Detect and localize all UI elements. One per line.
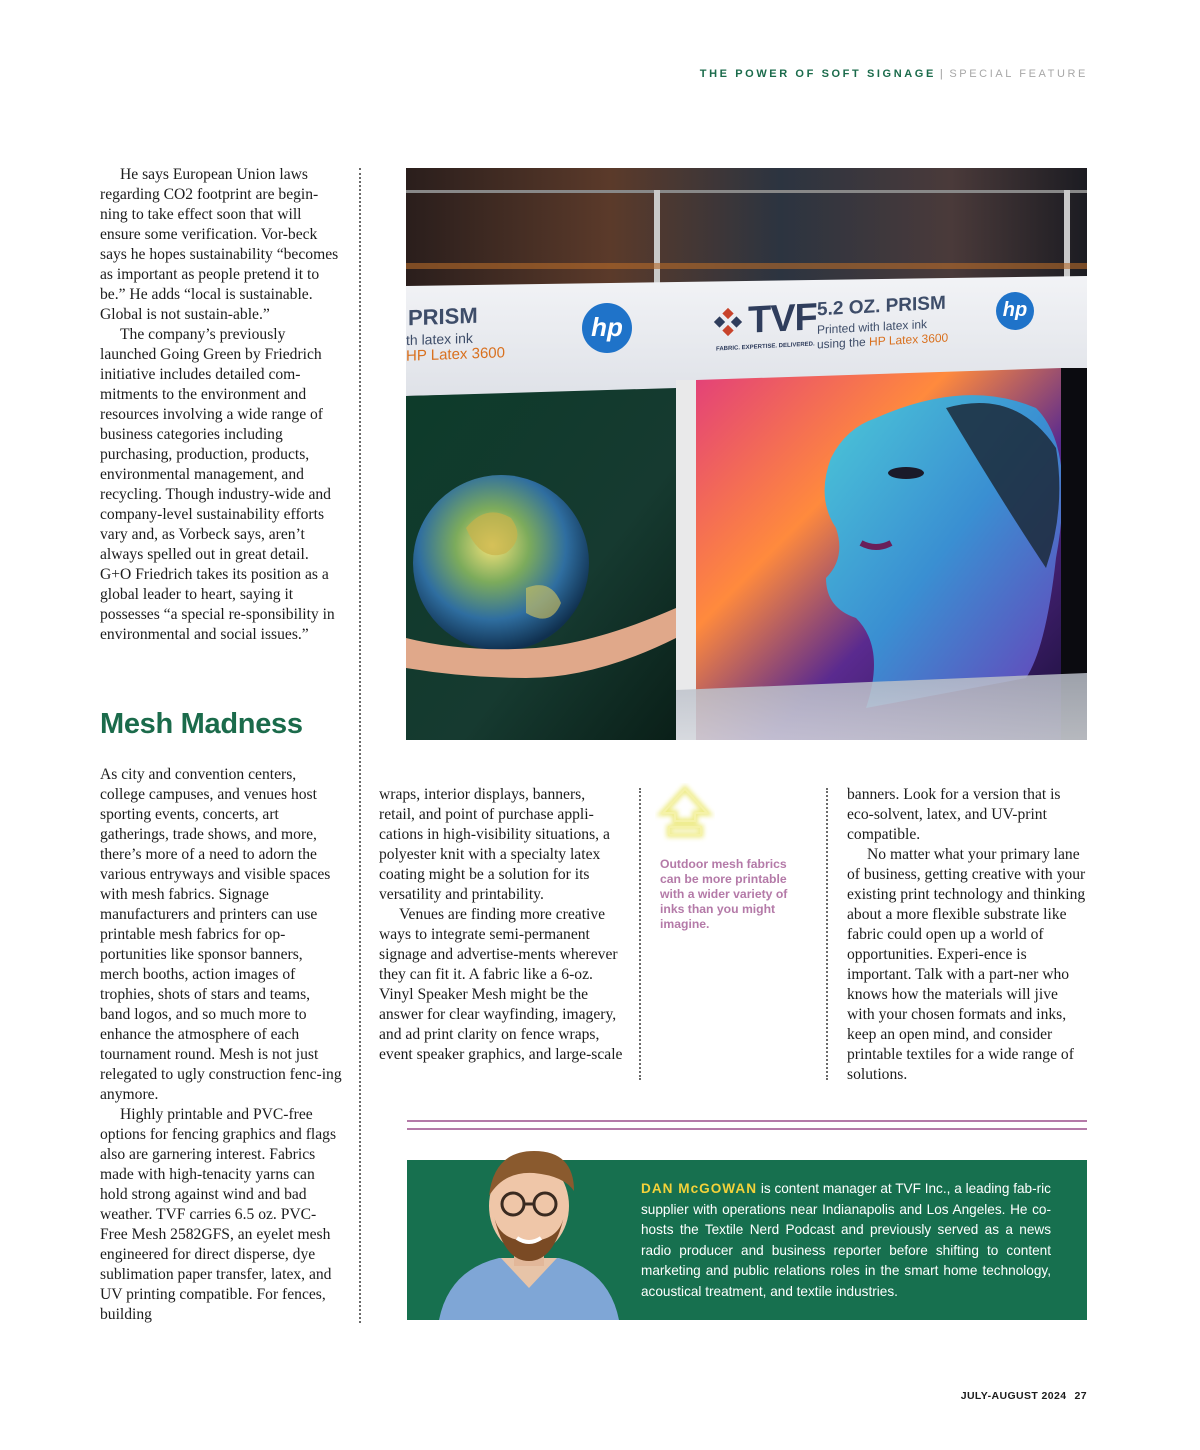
paragraph: Highly printable and PVC-free options for fencing graphics and flags also are garnering interest. Fabrics made with high-tenacity yarns can hold strong against wind and bad weather. TVF carries 6.5 oz. PVC-Free Mesh 2582GFS, an eyelet mesh engineered for direct disperse, dye sublimation paper transfer, latex, and UV printing compatible. For fences, building	[100, 1106, 337, 1323]
pull-quote: Outdoor mesh fabrics can be more printable with a wider variety of inks than you might imagine.	[660, 857, 788, 931]
paragraph: No matter what your primary lane of business, getting creative with your existing print technology and thinking about a more flexible substrate like fabric could open up a world of opportunities. Experi-ence is important. Talk with a part-ner who knows how the materials will jive with your chosen formats and inks, keep an open mind, and consider printable textiles for a wide range of solutions.	[847, 846, 1086, 1083]
section-heading: Mesh Madness	[100, 708, 303, 740]
paragraph: He says European Union laws regarding CO2 footprint are begin-ning to take effect soon that will ensure some verification. Vor-beck says he hopes sustainability “becomes as important as people pretend it to be.” He adds “local is sustainable. Global is not sustain-able.”	[100, 166, 339, 323]
right-banner-prefix: using the	[817, 334, 870, 352]
page-number: 27	[1074, 1390, 1087, 1402]
page-footer	[961, 1390, 1087, 1402]
column-divider	[826, 788, 828, 1080]
article-column-1-bottom	[100, 765, 342, 1325]
author-description: is content manager at TVF Inc., a leading fab-ric supplier with operations near Indianapolis and Los Angeles. He co-hosts the Textile Nerd Podcast and previously served as a news radio producer and business reporter before shifting to content marketing and public relations roles in the smart home technology, acoustical treatment, and textile industries.	[641, 1181, 1051, 1299]
article-column-2	[379, 785, 623, 1065]
hp-logo-icon: hp	[996, 292, 1034, 330]
tvf-logo: TVF	[748, 296, 817, 342]
author-bio-box	[407, 1160, 1087, 1320]
column-divider	[639, 788, 641, 1080]
header-category: SPECIAL FEATURE	[949, 68, 1088, 80]
paragraph: Venues are finding more creative ways to integrate semi-permanent signage and advertise-ments wherever they can fit it. A fabric like a 6-oz. Vinyl Speaker Mesh might be the answer for clear wayfinding, imagery, and ad print clarity on fence wraps, event speaker graphics, and large-scale	[379, 906, 623, 1063]
author-portrait	[439, 1146, 619, 1320]
header-separator: |	[939, 68, 946, 80]
issue-date: JULY-AUGUST 2024	[960, 1390, 1067, 1402]
printer-photo-art	[406, 168, 1087, 740]
left-banner-title: PRISM	[408, 302, 478, 331]
running-header	[700, 68, 1088, 80]
upward-arrow-icon	[655, 783, 715, 843]
printer-photo	[406, 168, 1087, 740]
paragraph: wraps, interior displays, banners, retail, and point of purchase appli-cations in high-visibility situations, a polyester knit with a specialty latex coating might be a solution for its versatility and printability.	[379, 786, 610, 903]
author-name: DAN McGOWAN	[641, 1181, 758, 1196]
header-section: THE POWER OF SOFT SIGNAGE	[699, 68, 936, 80]
left-banner-line1: th latex ink	[406, 329, 473, 349]
author-bio-text	[641, 1179, 1051, 1302]
article-column-1-top	[100, 165, 340, 645]
tvf-tagline: FABRIC. EXPERTISE. DELIVERED.	[716, 341, 815, 353]
right-banner-line1: Printed with latex ink	[817, 317, 928, 337]
article-column-4	[847, 785, 1089, 1085]
paragraph: As city and convention centers, college campuses, and venues host sporting events, concerts, art gatherings, trade shows, and more, there’s more of a need to adorn the various entryways and visible spaces with mesh fabrics. Signage manufacturers and printers can use printable mesh fabrics for op-portunities like sponsor banners, merch booths, action images of trophies, shots of stars and teams, band logos, and so much more to enhance the atmosphere of each tournament round. Mesh is not just relegated to ugly construction fenc-ing anymore.	[100, 766, 342, 1103]
paragraph: The company’s previously launched Going Green by Friedrich initiative includes detailed com-mitments to the environment and resources involving a wide range of business categories including purchasing, production, products, environmental management, and recycling. Though industry-wide and company-level sustainability efforts vary and, as Vorbeck says, aren’t always spelled out in great detail. G+O Friedrich takes its position as a global leader to heart, saying it possesses “a special re-sponsibility in environmental and social issues.”	[100, 326, 335, 643]
paragraph: banners. Look for a version that is eco-solvent, latex, and UV-print compatible.	[847, 786, 1061, 843]
right-banner-title: 5.2 OZ. PRISM	[817, 292, 946, 321]
column-divider	[359, 168, 361, 1323]
bio-divider	[407, 1120, 1087, 1130]
left-banner-line2: HP Latex 3600	[406, 344, 505, 365]
hp-logo-icon: hp	[582, 303, 632, 353]
right-banner-highlight: HP Latex 3600	[869, 330, 949, 349]
